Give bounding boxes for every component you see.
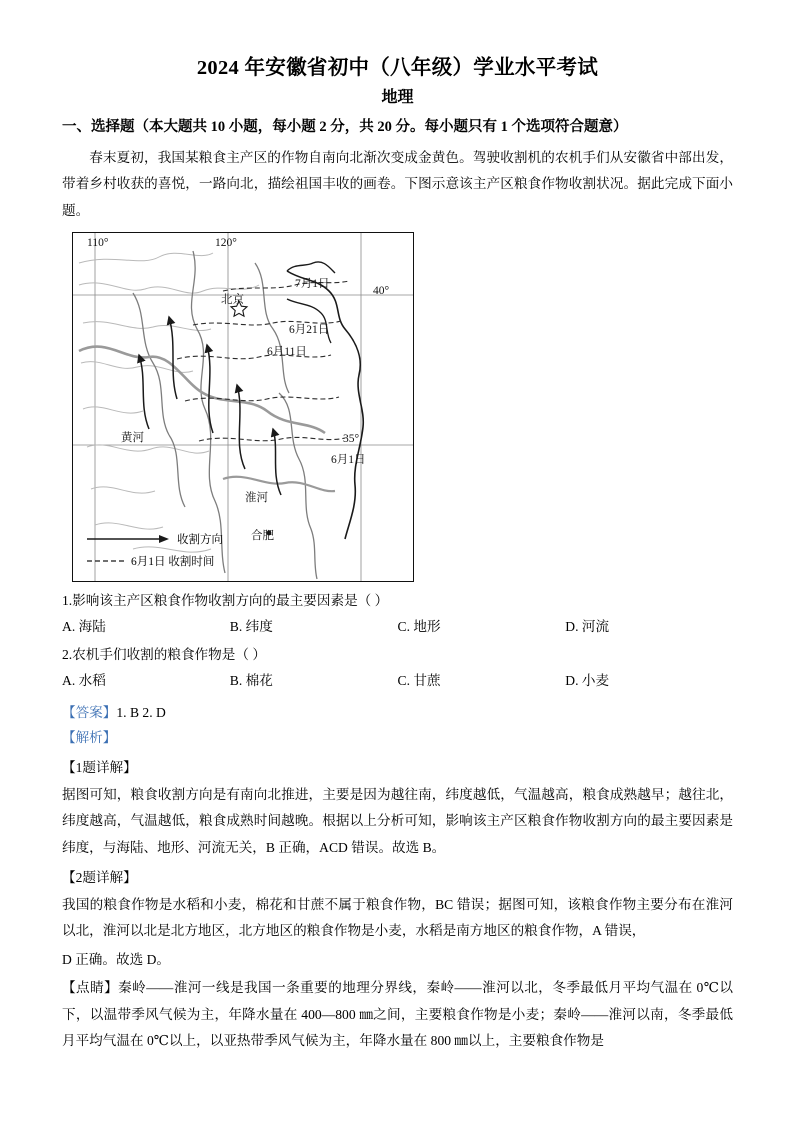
- detail-2-body: 我国的粮食作物是水稻和小麦，棉花和甘蔗不属于粮食作物，BC 错误；据图可知，该粮食作物主要分布在淮河以北，淮河以北是北方地区，北方地区的粮食作物是小麦，水稻是南方地区的粮食作物，A 错误，: [62, 896, 733, 939]
- label-date-jun1: 6月1日: [331, 454, 366, 467]
- label-hefei: 合肥: [251, 530, 274, 543]
- label-huaihe: 淮河: [245, 492, 268, 505]
- intro-paragraph: 春末夏初，我国某粮食主产区的作物自南向北渐次变成金黄色。驾驶收割机的农机手们从安徽省中部出发，带着乡村收获的喜悦，一路向北，描绘祖国丰收的画卷。下图示意该主产区粮食作物收割状况。据此完成下面小题。: [62, 149, 733, 218]
- question-1-options: [62, 614, 733, 640]
- map-figure: [62, 232, 733, 582]
- isochrone-jun1: [199, 438, 345, 442]
- map-frame: [72, 232, 414, 582]
- detail-1-body: 据图可知，粮食收割方向是有南向北推进，主要是因为越往南，纬度越低，气温越高，粮食成熟越早；越往北，纬度越高，气温越低，粮食成熟时间越晚。根据以上分析可知，影响该主产区粮食作物收割方向的最主要因素是纬度，与海陆、地形、河流无关，B 正确，ACD 错误。故选 B。: [62, 786, 733, 855]
- question-1-option-a[interactable]: A. 海陆: [62, 619, 106, 635]
- question-1-text: 影响该主产区粮食作物收割方向的最主要因素是（ ）: [72, 593, 389, 609]
- label-huanghe: 黄河: [121, 432, 144, 445]
- isochrone-jun1-upper: [185, 397, 339, 401]
- question-2-text: 农机手们收割的粮食作物是（ ）: [72, 646, 266, 662]
- question-2-stem: [62, 642, 733, 668]
- question-1-option-c[interactable]: C. 地形: [397, 619, 441, 635]
- label-beijing: 北京: [221, 294, 244, 307]
- detail-2-heading: 【2题详解】: [62, 870, 137, 886]
- point-note: [62, 975, 733, 1055]
- label-date-jul1: 7月1日: [295, 278, 330, 291]
- detail-1-heading: 【1题详解】: [62, 760, 137, 776]
- question-2-option-a[interactable]: A. 水稻: [62, 672, 106, 688]
- question-2-option-d[interactable]: D. 小麦: [565, 672, 610, 688]
- label-date-jun11: 6月11日: [267, 346, 307, 359]
- label-date-jun21: 6月21日: [289, 324, 330, 337]
- answer-value: 1. B 2. D: [116, 704, 166, 720]
- page-subtitle: 地理: [381, 89, 414, 106]
- point-note-body: 秦岭——淮河一线是我国一条重要的地理分界线，秦岭——淮河以北，冬季最低月平均气温在 0℃以下，以温带季风气候为主，年降水量在 400—800 ㎜之间，主要粮食作物是小麦；秦岭——淮河以南，冬季最低月平均气温在 0℃以上，以亚热带季风气候为主，年降水量在 800 ㎜以上，主要粮食作物是: [62, 980, 733, 1049]
- question-1-number: 1.: [62, 593, 73, 609]
- label-lat-40: 40°: [373, 285, 390, 298]
- section-heading: 一、选择题（本大题共 10 小题，每小题 2 分，共 20 分。每小题只有 1 个选项符合题意）: [62, 119, 628, 135]
- question-2-option-c[interactable]: C. 甘蔗: [397, 672, 441, 688]
- label-lat-35: 35°: [343, 433, 360, 446]
- question-1-stem: [62, 588, 733, 614]
- answer-block: [62, 700, 733, 726]
- question-1-option-b[interactable]: B. 纬度: [229, 619, 273, 635]
- question-2-options: [62, 668, 733, 694]
- legend-arrow-symbol: [87, 535, 169, 543]
- question-1-option-d[interactable]: D. 河流: [565, 619, 610, 635]
- map-graphic: [73, 233, 413, 581]
- analysis-label: 【解析】: [62, 730, 117, 746]
- isochrone-jun11: [177, 355, 331, 359]
- coastline-path: [287, 271, 363, 539]
- page-title: 2024 年安徽省初中（八年级）学业水平考试: [196, 57, 599, 79]
- legend-dash-label: 6月1日 收割时间: [131, 556, 215, 569]
- point-note-label: 【点睛】: [62, 980, 119, 996]
- detail-2-body-cont: D 正确。故选 D。: [62, 951, 170, 967]
- label-lon-110: 110°: [87, 237, 109, 250]
- question-2-number: 2.: [62, 646, 73, 662]
- question-2-option-b[interactable]: B. 棉花: [229, 672, 273, 688]
- legend-arrow-label: 收割方向: [177, 534, 223, 547]
- answer-label: 【答案】: [62, 704, 117, 720]
- label-lon-120: 120°: [215, 237, 237, 250]
